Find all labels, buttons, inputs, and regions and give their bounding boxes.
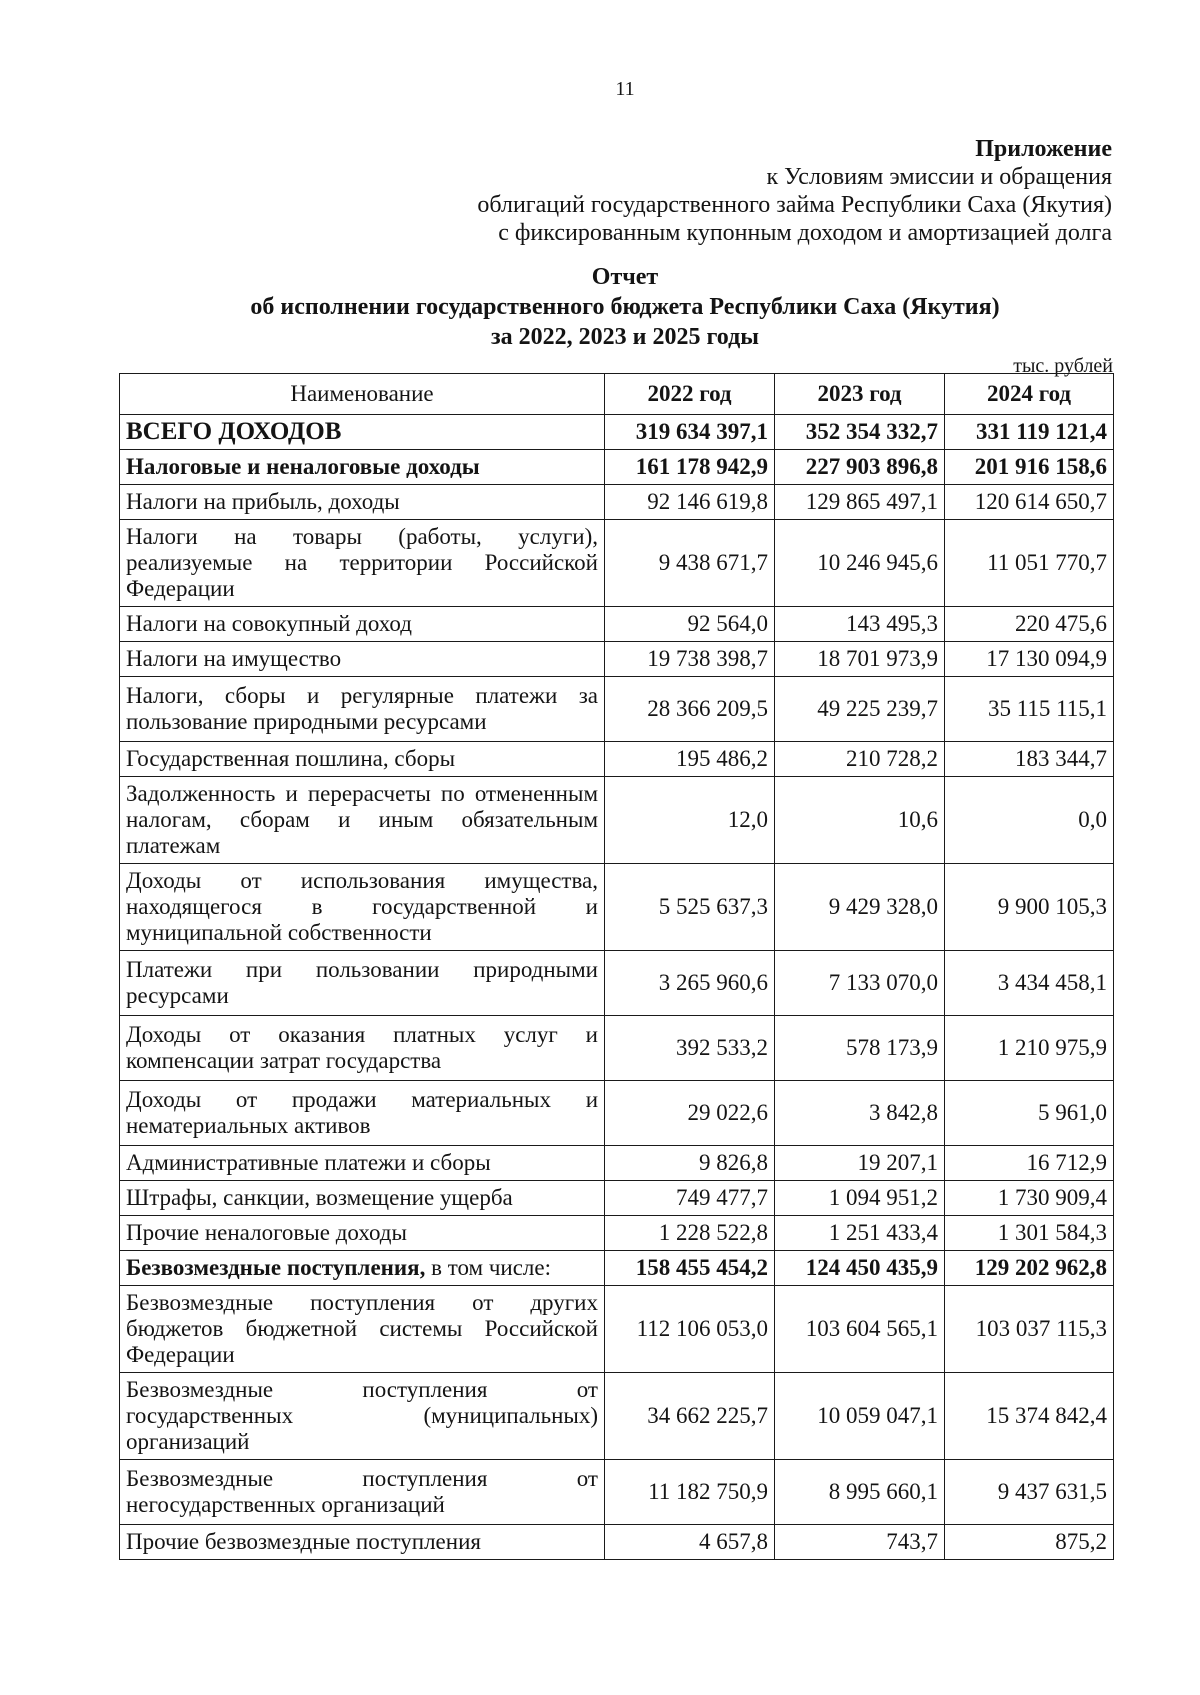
row-value-2023: 10 246 945,6 (775, 520, 945, 607)
appendix-title: Приложение (975, 136, 1112, 162)
table-row (120, 1146, 1114, 1181)
table-row (120, 1216, 1114, 1251)
table-row (120, 1286, 1114, 1373)
row-value-2024: 1 730 909,4 (945, 1181, 1114, 1216)
row-value-2023: 743,7 (775, 1525, 945, 1560)
row-value-2024: 17 130 094,9 (945, 642, 1114, 677)
row-name: Доходы от продажи материальных и нематериальных активов (120, 1081, 605, 1146)
table-row (120, 677, 1114, 742)
table-row (120, 450, 1114, 485)
row-value-2024: 15 374 842,4 (945, 1373, 1114, 1460)
table-row (120, 1525, 1114, 1560)
row-value-2024: 0,0 (945, 777, 1114, 864)
table-row (120, 1373, 1114, 1460)
table-row (120, 1181, 1114, 1216)
row-value-2024: 35 115 115,1 (945, 677, 1114, 742)
table-row (120, 642, 1114, 677)
column-header-2022: 2022 год (605, 374, 775, 415)
row-value-2024: 1 210 975,9 (945, 1016, 1114, 1081)
row-value-2023: 352 354 332,7 (775, 415, 945, 450)
row-name: Налоги на товары (работы, услуги), реализуемые на территории Российской Федерации (120, 520, 605, 607)
row-value-2024: 103 037 115,3 (945, 1286, 1114, 1373)
row-value-2023: 10 059 047,1 (775, 1373, 945, 1460)
appendix-line: к Условиям эмиссии и обращения (766, 164, 1112, 190)
row-name (120, 1251, 605, 1286)
row-value-2023: 227 903 896,8 (775, 450, 945, 485)
report-title-block (0, 262, 1200, 352)
appendix-header (477, 135, 1112, 247)
appendix-line: облигаций государственного займа Республики Саха (Якутия) (477, 192, 1112, 218)
row-name: Налоги на имущество (120, 642, 605, 677)
row-value-2022: 29 022,6 (605, 1081, 775, 1146)
row-name-bold: Безвозмездные поступления, (126, 1255, 426, 1280)
row-value-2024: 1 301 584,3 (945, 1216, 1114, 1251)
row-name: Налоги на совокупный доход (120, 607, 605, 642)
row-name: Доходы от использования имущества, находящегося в государственной и муниципальной собственности (120, 864, 605, 951)
row-name: Безвозмездные поступления от негосударственных организаций (120, 1460, 605, 1525)
row-value-2022: 158 455 454,2 (605, 1251, 775, 1286)
row-value-2023: 3 842,8 (775, 1081, 945, 1146)
table-row (120, 777, 1114, 864)
row-name: Государственная пошлина, сборы (120, 742, 605, 777)
table-row (120, 520, 1114, 607)
table-row (120, 951, 1114, 1016)
row-name-rest: в том числе: (425, 1255, 551, 1280)
budget-table (119, 373, 1114, 1560)
row-value-2022: 11 182 750,9 (605, 1460, 775, 1525)
row-name: Прочие неналоговые доходы (120, 1216, 605, 1251)
row-value-2024: 875,2 (945, 1525, 1114, 1560)
row-value-2023: 124 450 435,9 (775, 1251, 945, 1286)
row-value-2024: 220 475,6 (945, 607, 1114, 642)
row-value-2024: 331 119 121,4 (945, 415, 1114, 450)
table-row (120, 1460, 1114, 1525)
table-row (120, 485, 1114, 520)
row-name: Платежи при пользовании природными ресурсами (120, 951, 605, 1016)
table-row (120, 1016, 1114, 1081)
row-value-2024: 120 614 650,7 (945, 485, 1114, 520)
row-name: Налоговые и неналоговые доходы (120, 450, 605, 485)
table-row (120, 864, 1114, 951)
row-value-2022: 392 533,2 (605, 1016, 775, 1081)
row-name: Доходы от оказания платных услуг и компенсации затрат государства (120, 1016, 605, 1081)
report-subtitle: об исполнении государственного бюджета Республики Саха (Якутия) (250, 294, 1000, 320)
page-number: 11 (615, 78, 635, 100)
row-value-2022: 19 738 398,7 (605, 642, 775, 677)
row-name: Безвозмездные поступления от других бюджетов бюджетной системы Российской Федерации (120, 1286, 605, 1373)
row-value-2023: 103 604 565,1 (775, 1286, 945, 1373)
row-value-2023: 210 728,2 (775, 742, 945, 777)
row-name: Задолженность и перерасчеты по отмененным налогам, сборам и иным обязательным платежам (120, 777, 605, 864)
row-value-2023: 1 094 951,2 (775, 1181, 945, 1216)
row-value-2022: 9 438 671,7 (605, 520, 775, 607)
row-value-2022: 161 178 942,9 (605, 450, 775, 485)
row-value-2023: 578 173,9 (775, 1016, 945, 1081)
column-header-2024: 2024 год (945, 374, 1114, 415)
table-header-row (120, 374, 1114, 415)
row-value-2022: 92 564,0 (605, 607, 775, 642)
row-value-2022: 195 486,2 (605, 742, 775, 777)
row-value-2024: 129 202 962,8 (945, 1251, 1114, 1286)
row-value-2023: 8 995 660,1 (775, 1460, 945, 1525)
report-period: за 2022, 2023 и 2025 годы (491, 324, 759, 350)
row-value-2022: 319 634 397,1 (605, 415, 775, 450)
row-value-2022: 12,0 (605, 777, 775, 864)
row-value-2023: 129 865 497,1 (775, 485, 945, 520)
row-value-2022: 9 826,8 (605, 1146, 775, 1181)
appendix-line: с фиксированным купонным доходом и амортизацией долга (498, 220, 1112, 246)
column-header-2023: 2023 год (775, 374, 945, 415)
row-value-2024: 183 344,7 (945, 742, 1114, 777)
report-title: Отчет (591, 264, 659, 290)
row-value-2022: 5 525 637,3 (605, 864, 775, 951)
row-value-2022: 34 662 225,7 (605, 1373, 775, 1460)
column-header-name: Наименование (120, 374, 605, 415)
table-row (120, 1081, 1114, 1146)
row-value-2023: 9 429 328,0 (775, 864, 945, 951)
row-value-2023: 7 133 070,0 (775, 951, 945, 1016)
row-value-2023: 49 225 239,7 (775, 677, 945, 742)
row-value-2023: 10,6 (775, 777, 945, 864)
row-name: Налоги, сборы и регулярные платежи за пользование природными ресурсами (120, 677, 605, 742)
units-label: тыс. рублей (1013, 355, 1113, 377)
row-name: Административные платежи и сборы (120, 1146, 605, 1181)
row-value-2022: 112 106 053,0 (605, 1286, 775, 1373)
row-name: Прочие безвозмездные поступления (120, 1525, 605, 1560)
table-row (120, 607, 1114, 642)
row-value-2022: 92 146 619,8 (605, 485, 775, 520)
row-name: Безвозмездные поступления от государственных (муниципальных) организаций (120, 1373, 605, 1460)
row-value-2023: 143 495,3 (775, 607, 945, 642)
row-name: ВСЕГО ДОХОДОВ (120, 415, 605, 450)
row-value-2023: 18 701 973,9 (775, 642, 945, 677)
row-name: Штрафы, санкции, возмещение ущерба (120, 1181, 605, 1216)
row-value-2024: 201 916 158,6 (945, 450, 1114, 485)
row-value-2022: 4 657,8 (605, 1525, 775, 1560)
row-value-2022: 28 366 209,5 (605, 677, 775, 742)
row-value-2024: 9 437 631,5 (945, 1460, 1114, 1525)
table-row (120, 742, 1114, 777)
row-value-2024: 11 051 770,7 (945, 520, 1114, 607)
row-value-2023: 19 207,1 (775, 1146, 945, 1181)
row-value-2022: 749 477,7 (605, 1181, 775, 1216)
row-value-2024: 5 961,0 (945, 1081, 1114, 1146)
row-value-2022: 3 265 960,6 (605, 951, 775, 1016)
row-value-2024: 3 434 458,1 (945, 951, 1114, 1016)
row-value-2023: 1 251 433,4 (775, 1216, 945, 1251)
row-value-2024: 16 712,9 (945, 1146, 1114, 1181)
row-value-2024: 9 900 105,3 (945, 864, 1114, 951)
table-row (120, 415, 1114, 450)
row-name: Налоги на прибыль, доходы (120, 485, 605, 520)
row-value-2022: 1 228 522,8 (605, 1216, 775, 1251)
table-row (120, 1251, 1114, 1286)
